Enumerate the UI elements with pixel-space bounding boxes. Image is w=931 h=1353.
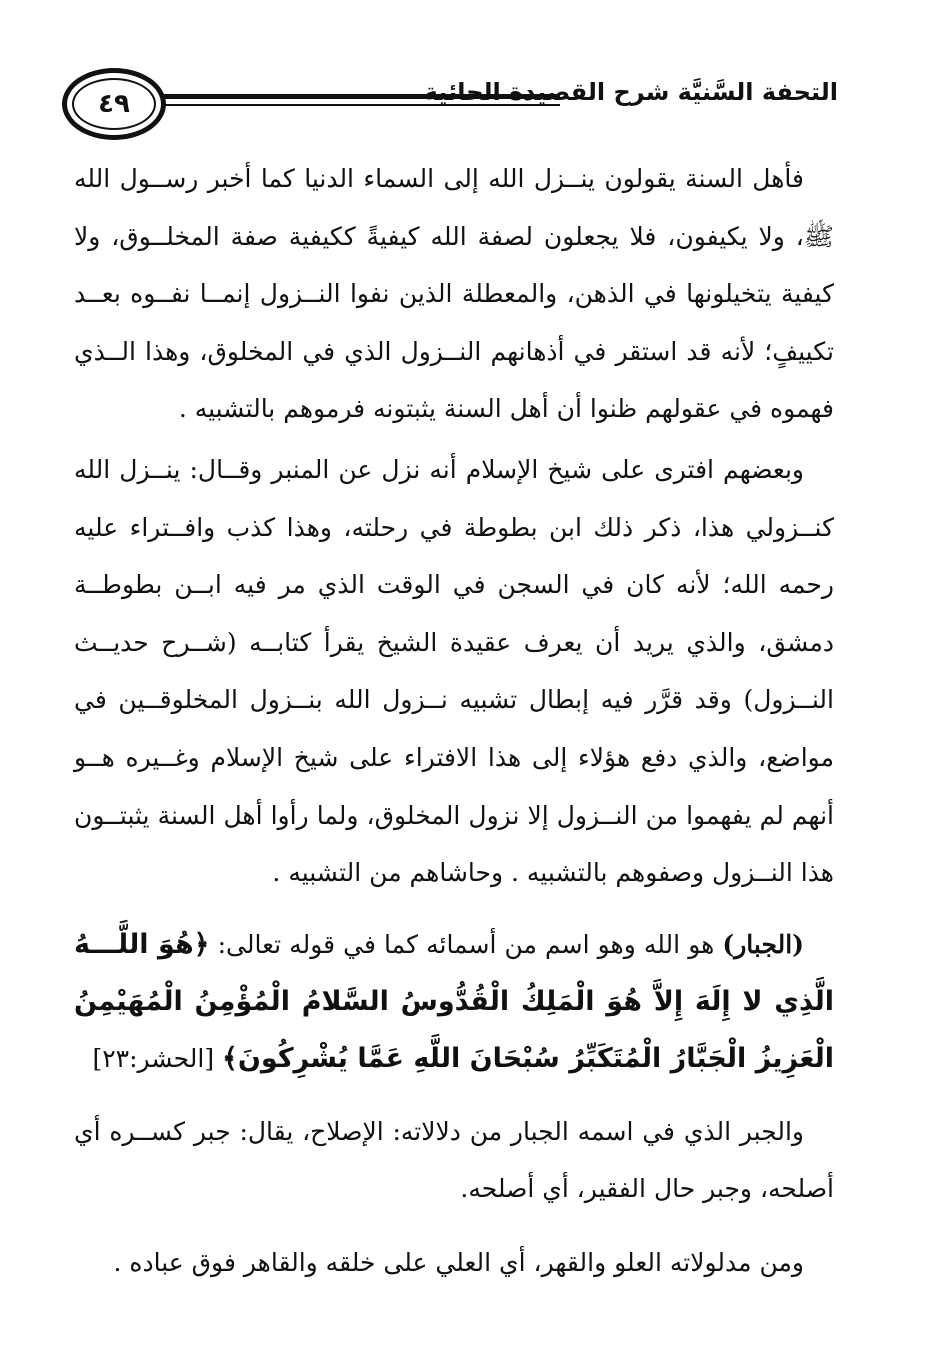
paragraph-uluw-qahr: ومن مدلولاته العلو والقهر، أي العلي على خلقه والقاهر فوق عباده . [113, 1247, 804, 1277]
page-number-badge [62, 68, 166, 140]
quran-verse: ﴿هُوَ اللَّـــهُ الَّذِي لا إِلَهَ إِلاَّ هُوَ الْمَلِكُ الْقُدُّوسُ السَّلامُ الْمُؤْمِنُ الْمُهَيْمِنُ الْعَزِيزُ الْجَبَّارُ الْمُتَكَبِّرُ سُبْحَانَ اللَّهِ عَمَّا يُشْرِكُونَ﴾ [74, 928, 834, 1074]
book-title: التحفة السَّنيَّة شرح القصيدة الحائية [423, 78, 838, 106]
paragraph-al-jabbar-verse [74, 916, 834, 1087]
page-number: ٤٩ [98, 89, 130, 119]
verse-intro: هو الله وهو اسم من أسمائه كما في قوله تعالى: [217, 929, 715, 959]
paragraph-jabr-meaning: والجبر الذي في اسمه الجبار من دلالاته: الإصلاح، يقال: جبر كســره أي أصلحه، وجبر حال الفقير، أي أصلحه. [74, 1116, 834, 1204]
paragraph-ibn-battuta: وبعضهم افترى على شيخ الإسلام أنه نزل عن المنبر وقــال: ينــزل الله كنــزولي هذا، ذكر ذلك ابن بطوطة في رحلته، وهذا كذب وافــتراء عليه رحمه الله؛ لأنه كان في السجن في الوقت الذي مر فيه ابــن بطوطــة دمشق، والذي يريد أن يعرف عقيدة الشيخ يقرأ كتابــه (شــرح حديــث النــزول) وقد قرَّر فيه إبطال تشبيه نــزول الله بنــزول المخلوقــين في مواضع، والذي دفع هؤلاء إلى هذا الافتراء على شيخ الإسلام وغــيره هــو أنهم لم يفهموا من النــزول إلا نزول المخلوق، ولما رأوا أهل السنة يثبتــون هذا النــزول وصفوهم بالتشبيه . وحاشاهم من التشبيه . [74, 454, 834, 888]
paragraph-nuzul-ahl-sunnah: فأهل السنة يقولون ينــزل الله إلى السماء الدنيا كما أخبر رســول الله ﷺ، ولا يكيفون، فلا يجعلون لصفة الله كيفيةً ككيفية صفة المخلــوق، ولا كيفية يتخيلونها في الذهن، والمعطلة الذين نفوا النــزول إنمــا نفــوه بعــد تكييفٍ؛ لأنه قد استقر في أذهانهم النــزول الذي في المخلوق، وهذا الــذي فهموه في عقولهم ظنوا أن أهل السنة يثبتونه فرموهم بالتشبيه . [74, 164, 834, 424]
term-al-jabbar: (الجبار) [722, 929, 804, 959]
page-header [62, 68, 838, 148]
page-body [74, 150, 834, 1292]
verse-citation: [الحشر:٢٣] [92, 1043, 215, 1073]
